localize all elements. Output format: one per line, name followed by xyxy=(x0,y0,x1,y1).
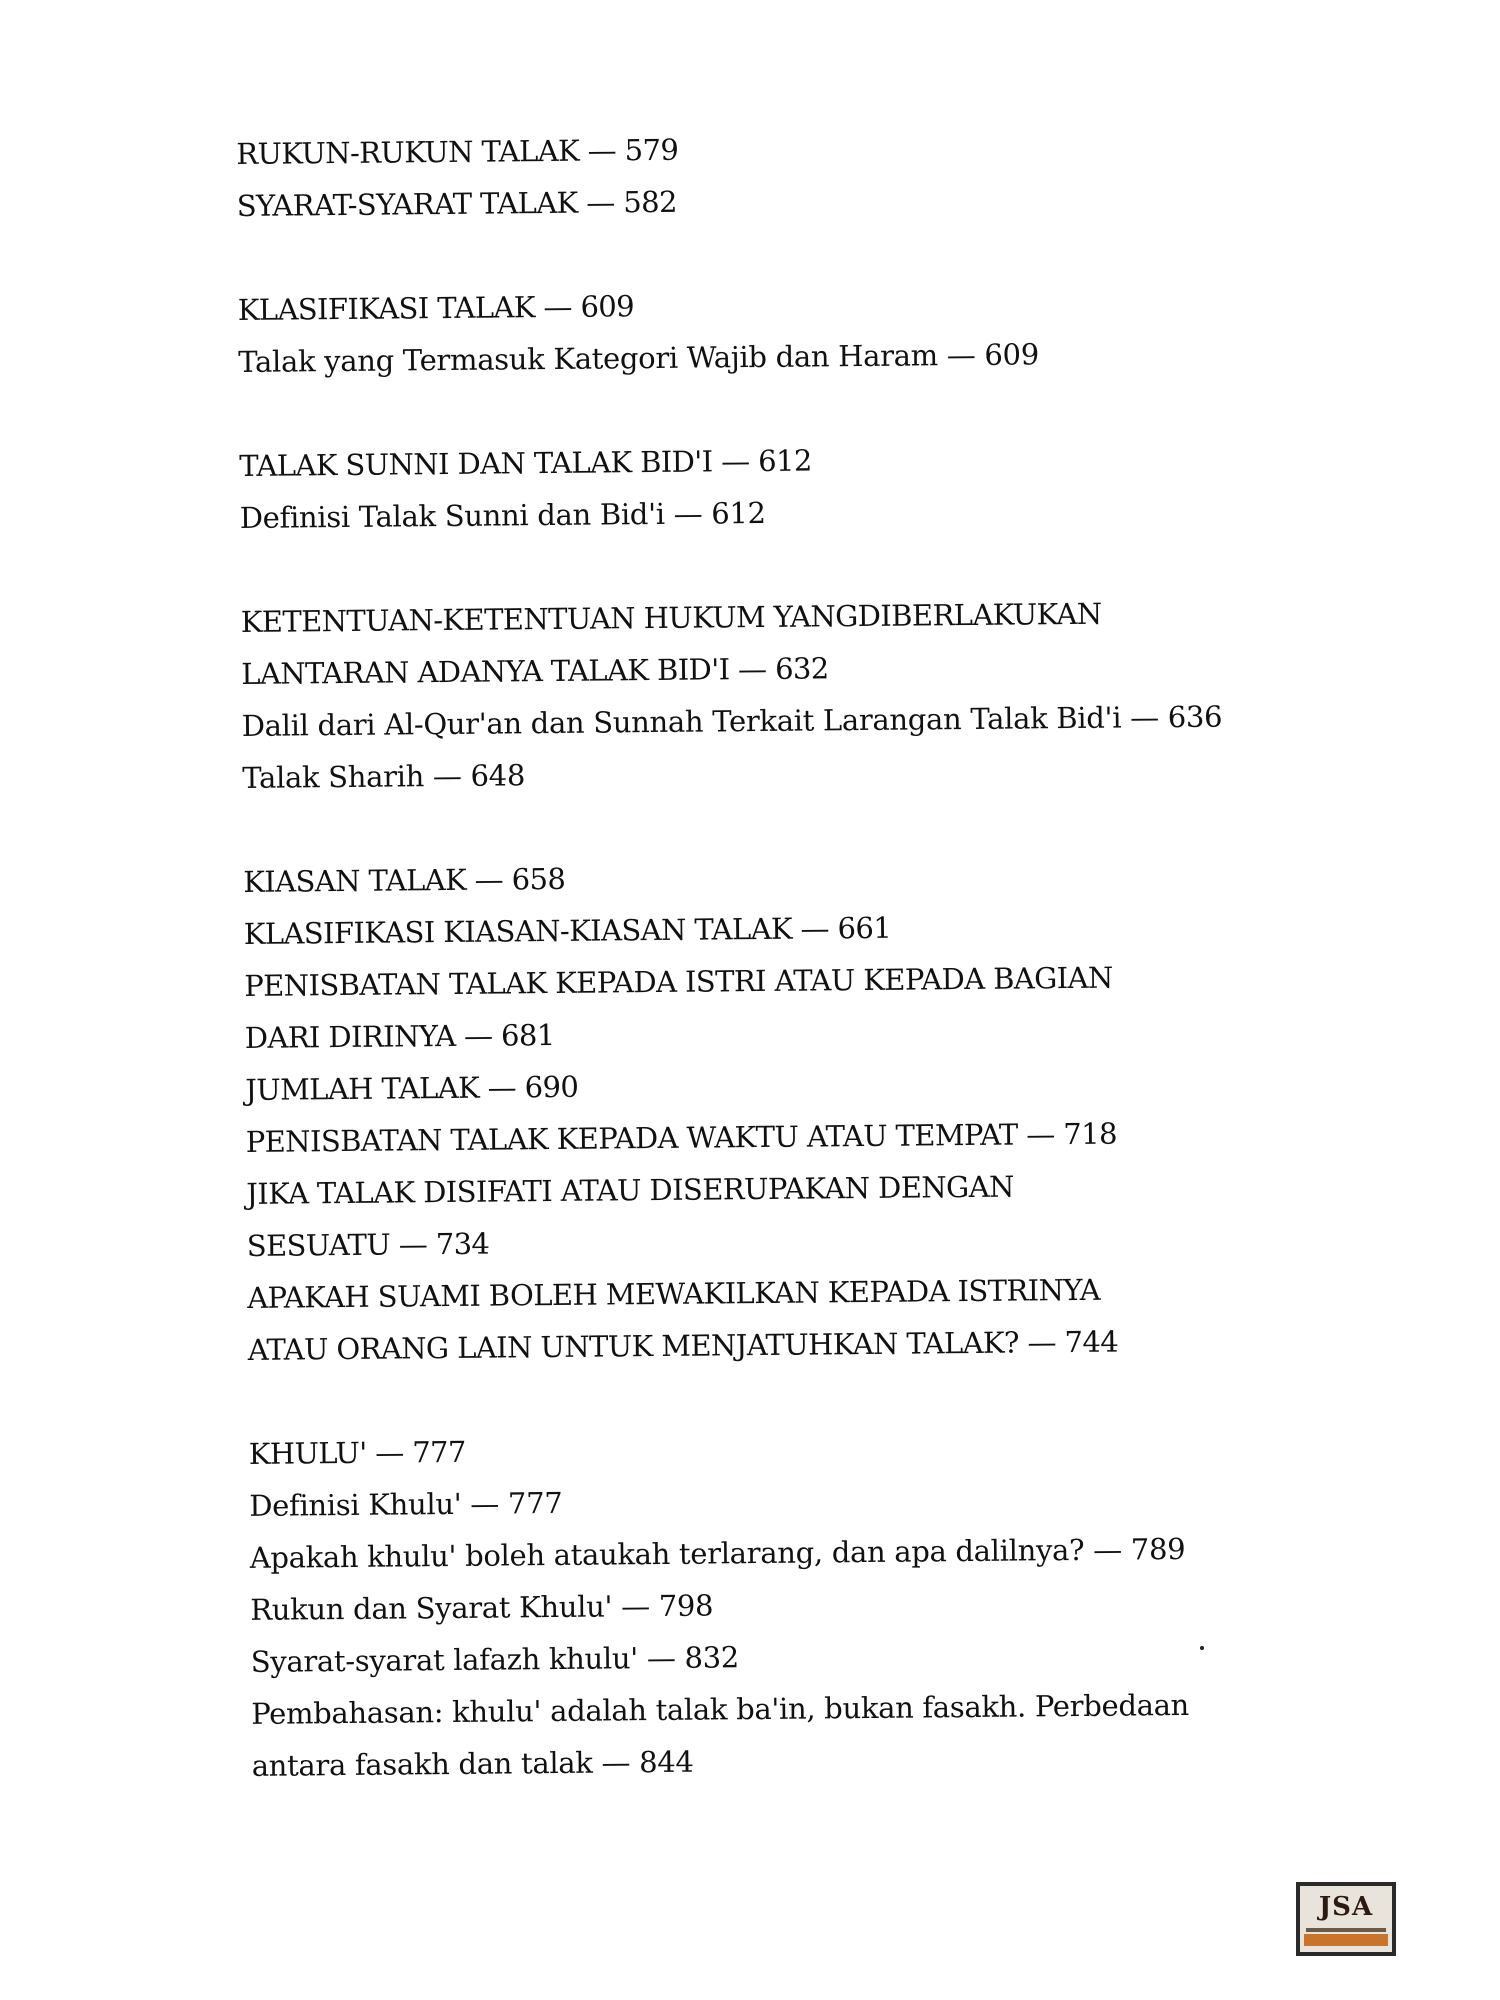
toc-entry: ATAU ORANG LAIN UNTUK MENJATUHKAN TALAK? — 744 xyxy=(247,1324,1119,1367)
toc-group-gap xyxy=(240,534,1240,596)
scan-speck xyxy=(1200,1646,1204,1650)
toc-entry: KHULU' — 777 xyxy=(248,1434,466,1471)
table-of-contents xyxy=(236,118,1252,1792)
toc-entry: Definisi Khulu' — 777 xyxy=(249,1485,563,1523)
toc-entry: LANTARAN ADANYA TALAK BID'I — 632 xyxy=(241,651,829,691)
toc-entry: KLASIFIKASI KIASAN-KIASAN TALAK — 661 xyxy=(243,910,892,951)
toc-entry: JUMLAH TALAK — 690 xyxy=(245,1069,579,1107)
toc-entry: SESUATU — 734 xyxy=(246,1226,490,1263)
toc-entry: KETENTUAN-KETENTUAN HUKUM YANGDIBERLAKUKAN xyxy=(240,596,1102,639)
toc-entry: KIASAN TALAK — 658 xyxy=(243,861,566,899)
toc-entry: KLASIFIKASI TALAK — 609 xyxy=(237,289,635,327)
toc-group-gap xyxy=(242,794,1242,856)
toc-group-gap xyxy=(248,1366,1248,1428)
logo-bar xyxy=(1304,1934,1388,1946)
toc-entry: Dalil dari Al-Qur'an dan Sunnah Terkait Larangan Talak Bid'i — 636 xyxy=(241,699,1223,743)
toc-group-gap xyxy=(238,378,1238,440)
toc-entry: JIKA TALAK DISIFATI ATAU DISERUPAKAN DENGAN xyxy=(246,1169,1014,1211)
toc-entry: Talak Sharih — 648 xyxy=(242,758,526,795)
logo-text: JSA xyxy=(1318,1892,1374,1922)
toc-entry: DARI DIRINYA — 681 xyxy=(244,1017,555,1055)
toc-entry: RUKUN-RUKUN TALAK — 579 xyxy=(236,132,679,171)
toc-entry: Rukun dan Syarat Khulu' — 798 xyxy=(250,1588,714,1627)
toc-entry: PENISBATAN TALAK KEPADA WAKTU ATAU TEMPAT — 718 xyxy=(245,1116,1118,1159)
toc-entry: Definisi Talak Sunni dan Bid'i — 612 xyxy=(239,495,766,535)
toc-entry: PENISBATAN TALAK KEPADA ISTRI ATAU KEPADA BAGIAN xyxy=(244,960,1113,1003)
toc-entry: Apakah khulu' boleh ataukah terlarang, dan apa dalilnya? — 789 xyxy=(249,1531,1186,1575)
logo-underline xyxy=(1306,1928,1386,1932)
jsa-logo xyxy=(1296,1882,1396,1956)
toc-entry: antara fasakh dan talak — 844 xyxy=(251,1744,694,1783)
toc-entry: Syarat-syarat lafazh khulu' — 832 xyxy=(250,1640,740,1679)
toc-entry: APAKAH SUAMI BOLEH MEWAKILKAN KEPADA ISTRINYA xyxy=(247,1272,1101,1315)
toc-entry: TALAK SUNNI DAN TALAK BID'I — 612 xyxy=(239,443,812,483)
toc-entry: SYARAT-SYARAT TALAK — 582 xyxy=(236,184,678,223)
toc-entry: Pembahasan: khulu' adalah talak ba'in, bukan fasakh. Perbedaan xyxy=(251,1687,1190,1731)
toc-entry: Talak yang Termasuk Kategori Wajib dan Haram — 609 xyxy=(238,337,1040,379)
toc-group-gap xyxy=(237,222,1237,284)
